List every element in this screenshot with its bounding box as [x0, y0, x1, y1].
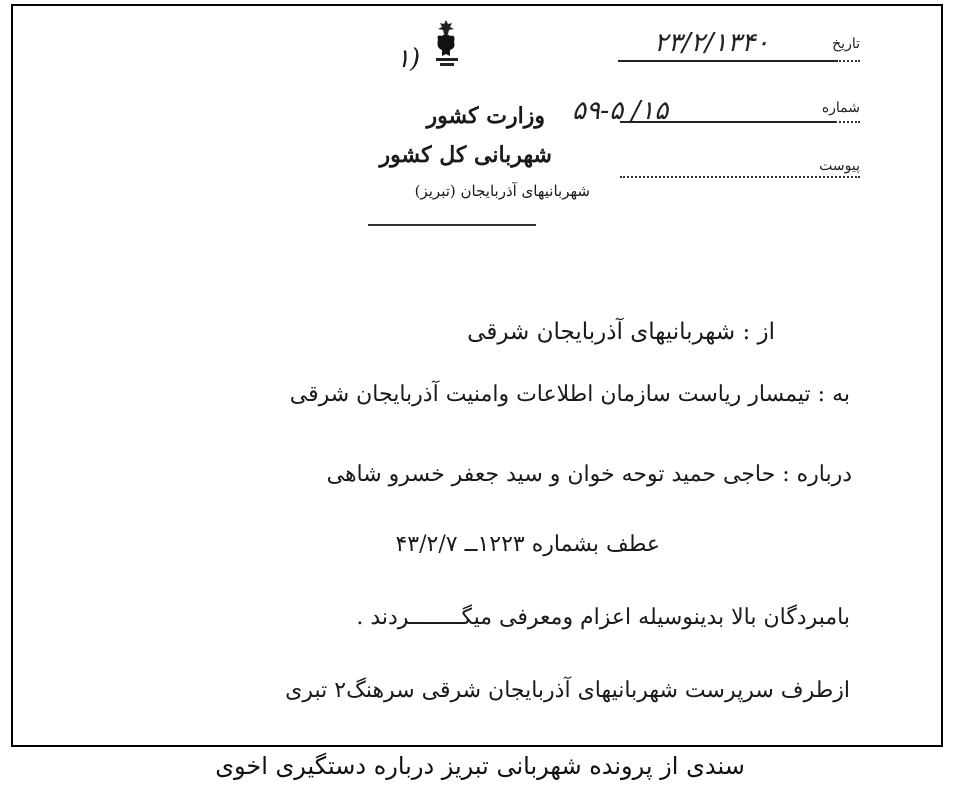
- police-regional-title: شهربانیهای آذربایجان (تبریز): [414, 182, 590, 200]
- statement-line: بامبردگان بالا بدینوسیله اعزام ومعرفی میگــــــــردند .: [356, 605, 850, 630]
- to-line: به : تیمسار ریاست سازمان اطلاعات وامنیت آذربایجان شرقی: [289, 382, 850, 407]
- subject-line: درباره : حاجی حمید توحه خوان و سید جعفر خسرو شاهی: [326, 462, 852, 487]
- number-label: شماره: [821, 100, 860, 116]
- document-caption: سندی از پرونده شهربانی تبریز درباره دستگیری اخوی: [215, 752, 745, 780]
- number-value: ۵۹-۵ /۱۵: [572, 96, 669, 126]
- ministry-title: وزارت کشور: [426, 103, 545, 129]
- margin-mark: ۱): [396, 44, 421, 74]
- attachment-label: پیوست: [819, 158, 860, 174]
- attachment-dotted-line: [620, 176, 860, 178]
- number-strikethrough: [620, 121, 835, 123]
- date-strikethrough: [618, 60, 838, 62]
- date-label: تاریخ: [832, 36, 860, 52]
- signature-line: ازطرف سرپرست شهربانیهای آذربایجان شرقی سرهنگ۲ تبری: [285, 678, 850, 703]
- date-value: ۲۳/۲/۱۳۴۰: [654, 28, 770, 58]
- reference-line: عطف بشماره ۱۲۲۳ــ ۴۳/۲/۷: [395, 532, 660, 557]
- lion-and-sun-emblem: [428, 18, 464, 74]
- from-line: از : شهربانیهای آذربایجان شرقی: [467, 319, 775, 345]
- police-general-title: شهربانی کل کشور: [379, 142, 552, 168]
- header-divider: [368, 224, 536, 226]
